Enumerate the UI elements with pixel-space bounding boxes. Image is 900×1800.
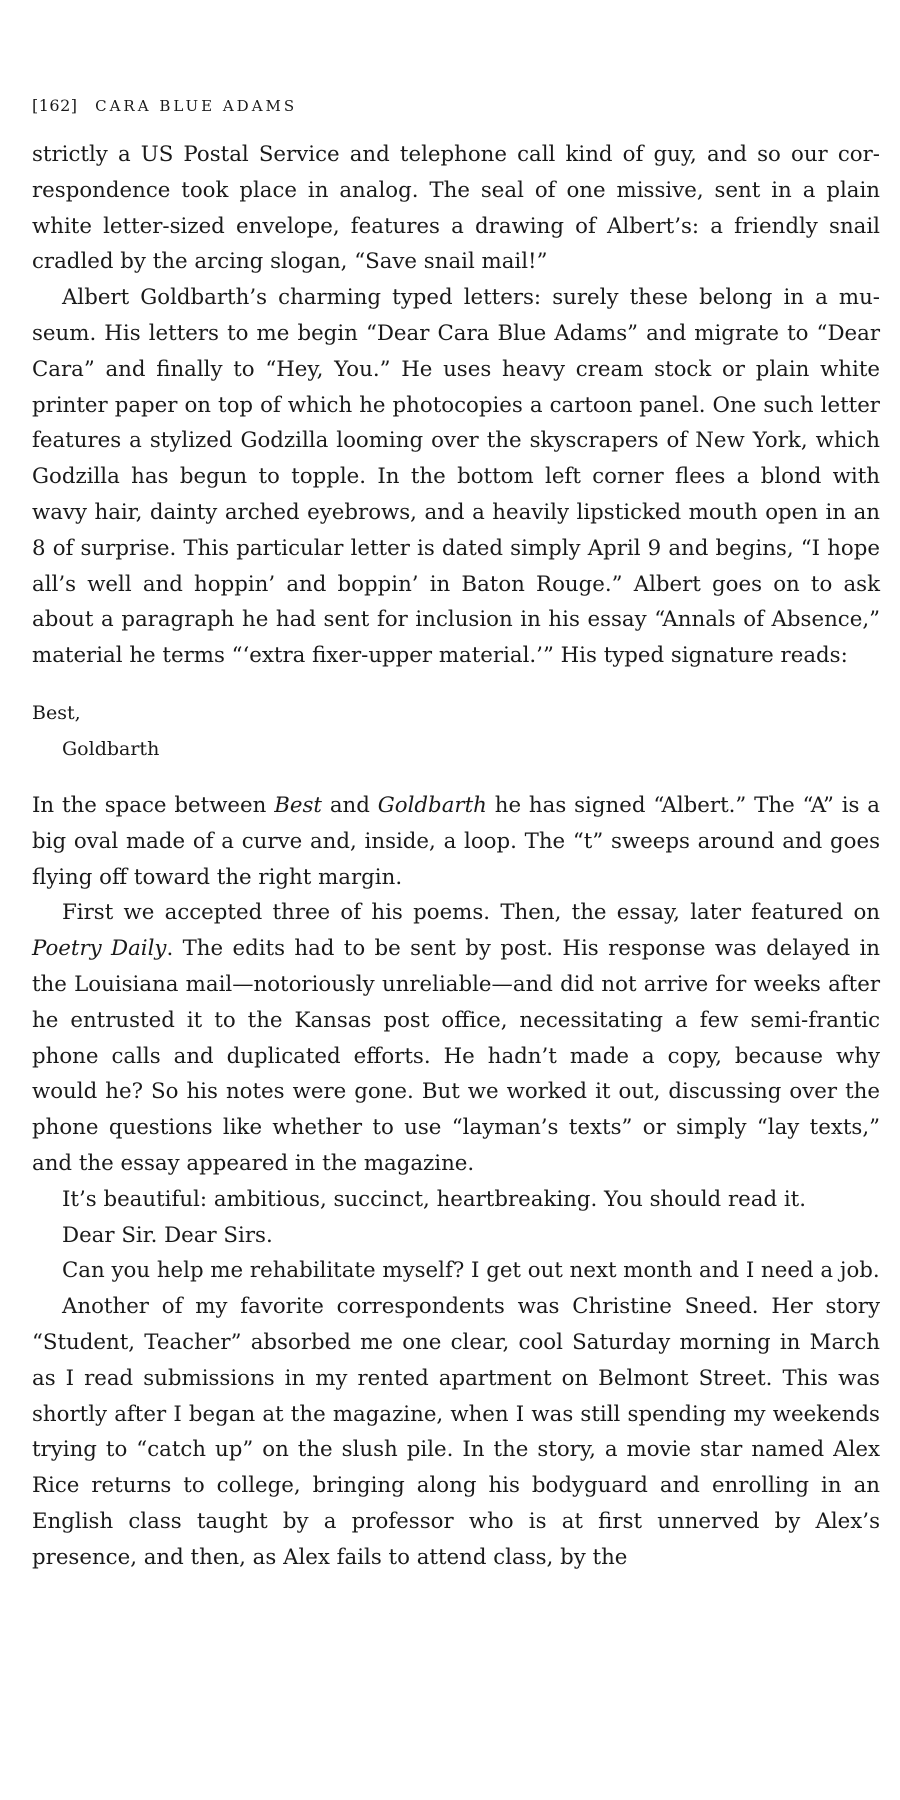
text-run: . The edits had to be sent by post. His response was delayed in the Louisiana mail—notoriously unreliable—and did not arrive for weeks after he entrusted it to the Kansas post office, necessitating a few semi-frantic phone calls and duplicated efforts. He hadn’t made a copy, because why would he? So his notes were gone. But we worked it out, discussing over the phone questions like whether to use “layman’s texts” or simply “lay texts,” and the essay appeared in the magazine. (32, 936, 880, 1176)
running-head (32, 96, 297, 115)
paragraph-dear-sirs: Dear Sir. Dear Sirs. (62, 1222, 273, 1248)
text-run: he has signed “Albert.” The “A” is a big oval made of a curve and, inside, a loop. The “t” sweeps around and goes flying off toward the right margin. (32, 792, 881, 890)
letter-signoff (32, 695, 880, 767)
running-head-author: CARA BLUE ADAMS (95, 97, 298, 115)
signoff-signer: Goldbarth (62, 737, 160, 760)
paragraph-rehabilitate: Can you help me rehabilitate myself? I get out next month and I need a job. (62, 1258, 880, 1284)
body-text (32, 137, 880, 1575)
text-run: First we accepted three of his poems. Then, the essay, later featured on (62, 900, 880, 926)
paragraph-christine-sneed: Another of my favorite correspondents was Christine Sneed. Her story “Student, Teacher” absorbed me one clear, cool Saturday morning in March as I read submissions in my rented apartment on Belmont Street. This was shortly after I began at the magazine, when I was still spending my weekends trying to “catch up” on the slush pile. In the story, a movie star named Alex Rice returns to college, bringing along his bodyguard and enrolling in an English class taught by a professor who is at first unnerved by Alex’s presence, and then, as Alex fails to attend class, by the (32, 1294, 880, 1570)
italic-best: Best (274, 792, 322, 818)
text-run: In the space between (32, 792, 275, 818)
signoff-closing: Best, (32, 701, 81, 724)
paragraph-continued: strictly a US Postal Service and telephone call kind of guy, and so our correspondence took place in analog. The seal of one missive, sent in a plain white letter-sized envelope, features a drawing of Albert’s: a friendly snail cradled by the arcing slogan, “Save snail mail!” (32, 142, 880, 275)
paragraph-typed-letters: Albert Goldbarth’s charming typed letters: surely these belong in a museum. His letters to me begin “Dear Cara Blue Adams” and migrate to “Dear Cara” and finally to “Hey, You.” He uses heavy cream stock or plain white printer paper on top of which he photocopies a cartoon panel. One such letter features a stylized Godzilla looming over the skyscrapers of New York, which Godzilla has begun to topple. In the bottom left corner flees a blond with wavy hair, dainty arched eyebrows, and a heavily lipsticked mouth open in an 8 of surprise. This particular letter is dated simply April 9 and begins, “I hope all’s well and hoppin’ and boppin’ in Baton Rouge.” Albert goes on to ask about a paragraph he had sent for inclusion in his essay “Annals of Absence,” material he terms “‘extra fixer-upper material.’” His typed signature reads: (32, 285, 880, 669)
italic-goldbarth: Goldbarth (377, 792, 487, 818)
paragraph-beautiful: It’s beautiful: ambitious, succinct, heartbreaking. You should read it. (62, 1186, 806, 1212)
paragraph-poetry-daily (32, 895, 880, 1181)
italic-poetry-daily: Poetry Daily (32, 936, 167, 962)
text-run: and (321, 792, 378, 818)
page-number: [162] (32, 96, 78, 115)
paragraph-signature (32, 788, 880, 895)
